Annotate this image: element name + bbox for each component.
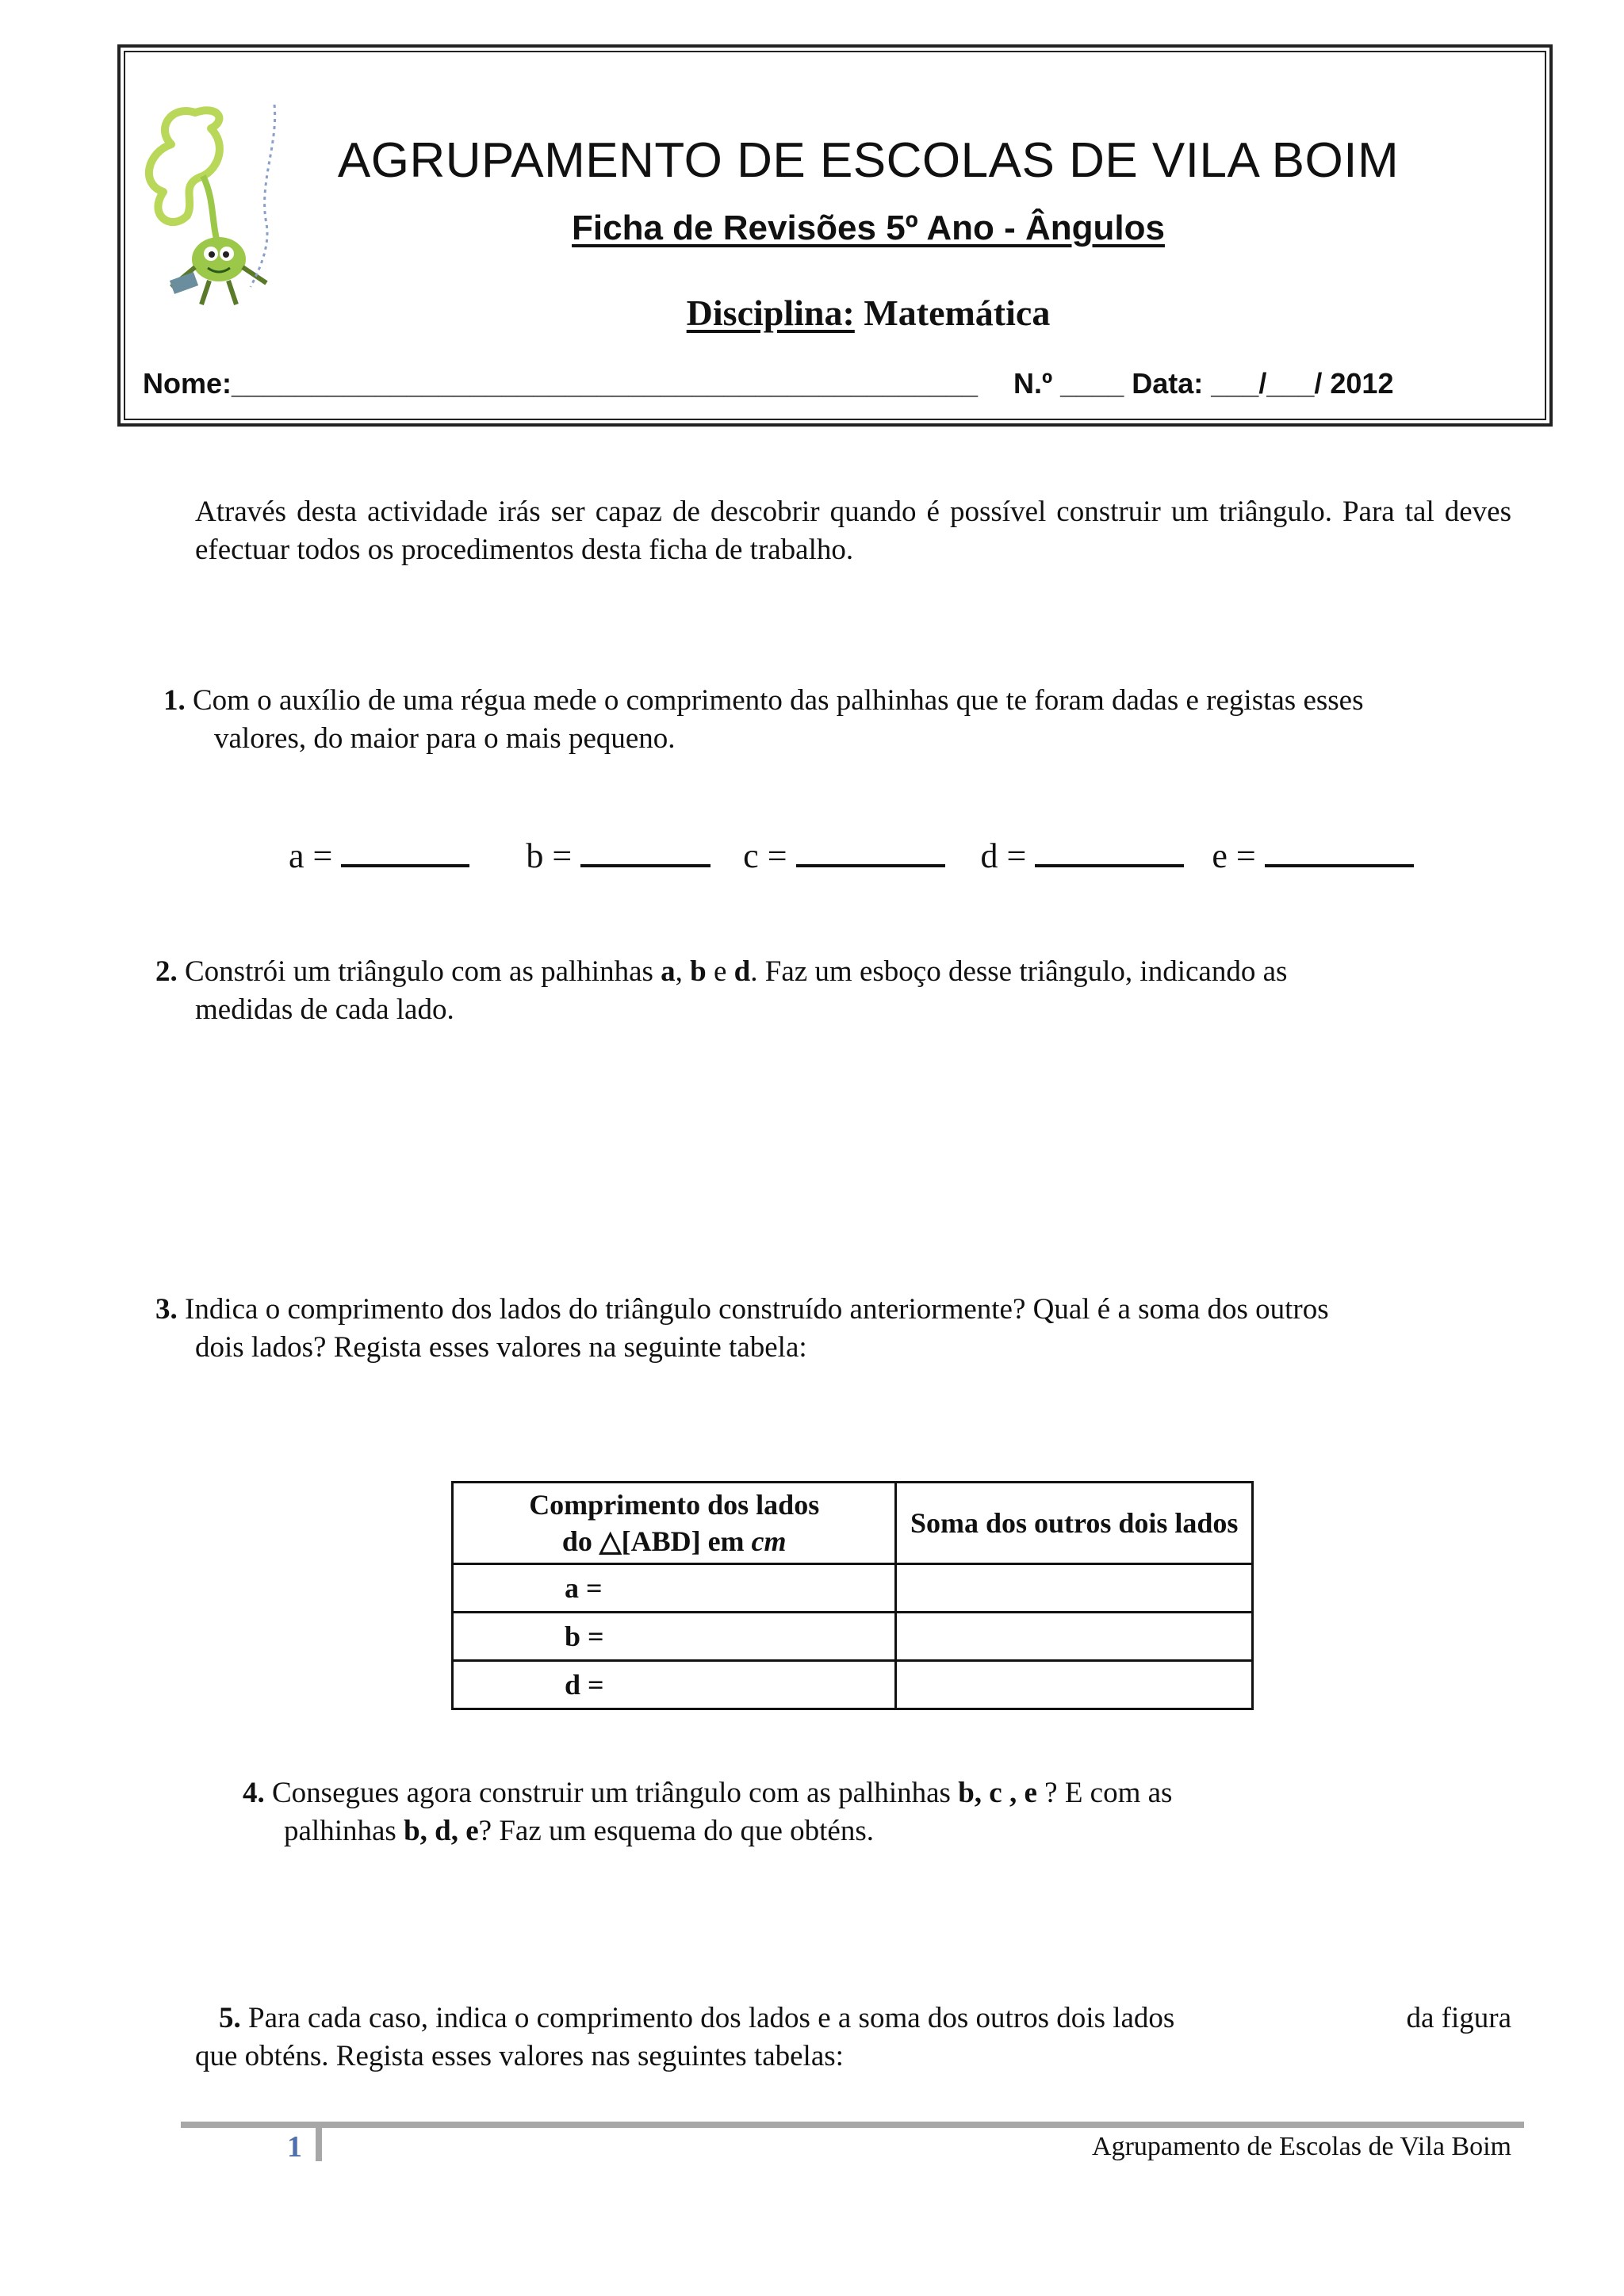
answer-blank[interactable]	[341, 832, 469, 867]
header-text: Comprimento dos lados	[529, 1489, 820, 1521]
table-row	[453, 1564, 1253, 1613]
discipline-label: Disciplina:	[686, 293, 855, 333]
measure-label: a =	[289, 836, 333, 875]
question-number: 1.	[163, 684, 186, 717]
question-line-2	[243, 1812, 1353, 1850]
measure-e	[1212, 832, 1413, 878]
measures-row	[289, 832, 1414, 878]
question-text: Para cada caso, indica o comprimento dos lados e a soma dos outros dois lados	[248, 2002, 1175, 2034]
measure-d	[981, 832, 1185, 878]
row-label: a =	[453, 1564, 896, 1613]
table-header-sum: Soma dos outros dois lados	[896, 1483, 1253, 1564]
measure-a	[289, 832, 469, 878]
row-label: b =	[453, 1613, 896, 1661]
question-line-1	[195, 1999, 1511, 2038]
question-5	[195, 1999, 1511, 2076]
measure-label: b =	[526, 836, 573, 875]
school-title: AGRUPAMENTO DE ESCOLAS DE VILA BOIM	[337, 133, 1400, 188]
row-label: d =	[453, 1661, 896, 1709]
measure-c	[743, 832, 944, 878]
question-text: Constrói um triângulo com as palhinhas	[185, 955, 653, 988]
separator: ,	[675, 955, 683, 988]
name-field[interactable]: Nome:_______________________________________________	[143, 367, 979, 400]
question-number: 4.	[243, 1777, 265, 1809]
letter-b: b	[690, 955, 707, 988]
answer-cell[interactable]	[896, 1564, 1253, 1613]
table-header-lengths	[453, 1483, 896, 1564]
answer-blank[interactable]	[1265, 832, 1414, 867]
question-text: ? E com as	[1044, 1777, 1173, 1809]
sides-table	[451, 1481, 1254, 1710]
question-text: . Faz um esboço desse triângulo, indicando as	[750, 955, 1288, 988]
table-row	[453, 1613, 1253, 1661]
question-text: Com o auxílio de uma régua mede o comprimento das palhinhas que te foram dadas e registas esses	[193, 684, 1364, 717]
discipline-value: Matemática	[864, 293, 1051, 333]
question-text: medidas de cada lado.	[195, 993, 454, 1026]
discipline-line	[262, 292, 1475, 335]
question-text: palhinhas	[284, 1815, 396, 1847]
question-text: dois lados? Regista esses valores na seguinte tabela:	[195, 1331, 807, 1364]
footer-text: Agrupamento de Escolas de Vila Boim	[1092, 2132, 1511, 2161]
sheet-title: Ficha de Revisões 5º Ano - Ângulos	[572, 209, 1165, 247]
answer-blank[interactable]	[1035, 832, 1184, 867]
question-number: 2.	[155, 955, 178, 988]
separator: e	[713, 955, 727, 988]
question-4	[243, 1774, 1353, 1850]
measure-label: d =	[980, 836, 1027, 875]
header-text: do △[ABD] em	[561, 1525, 752, 1557]
header-unit: cm	[751, 1525, 787, 1557]
question-3	[155, 1291, 1511, 1367]
school-logo-icon	[140, 97, 298, 311]
letter-a: a	[661, 955, 676, 988]
answer-cell[interactable]	[896, 1661, 1253, 1709]
page-number: 1	[287, 2130, 302, 2164]
question-text: valores, do maior para o mais pequeno.	[214, 722, 676, 755]
question-text: ? Faz um esquema do que obténs.	[478, 1815, 874, 1847]
number-date-field[interactable]: N.º ____ Data: ___/___/ 2012	[1013, 367, 1394, 400]
question-text: que obténs. Regista esses valores nas seguintes tabelas:	[195, 2040, 844, 2072]
table-row	[453, 1661, 1253, 1709]
question-text: da figura	[1406, 2002, 1511, 2034]
letters: b, c , e	[958, 1777, 1037, 1809]
question-2	[155, 953, 1511, 1029]
letter-d: d	[733, 955, 751, 988]
letters: b, d, e	[404, 1815, 479, 1847]
measure-label: c =	[743, 836, 787, 875]
answer-blank[interactable]	[796, 832, 945, 867]
measure-label: e =	[1212, 836, 1256, 875]
question-number: 3.	[155, 1293, 178, 1326]
question-number: 5.	[219, 2002, 241, 2034]
intro-paragraph: Através desta actividade irás ser capaz de descobrir quando é possível construir um triângulo. Para tal deves efectuar todos os procedimentos desta ficha de trabalho.	[195, 496, 1511, 566]
answer-cell[interactable]	[896, 1613, 1253, 1661]
answer-blank[interactable]	[580, 832, 710, 867]
question-text: Consegues agora construir um triângulo com as palhinhas	[272, 1777, 951, 1809]
footer-tick	[316, 2122, 322, 2161]
question-text: Indica o comprimento dos lados do triângulo construído anteriormente? Qual é a soma dos outros	[185, 1293, 1329, 1326]
measure-b	[526, 832, 710, 878]
question-1	[163, 682, 1511, 758]
footer-rule	[181, 2122, 1524, 2128]
table-header-row	[453, 1483, 1253, 1564]
